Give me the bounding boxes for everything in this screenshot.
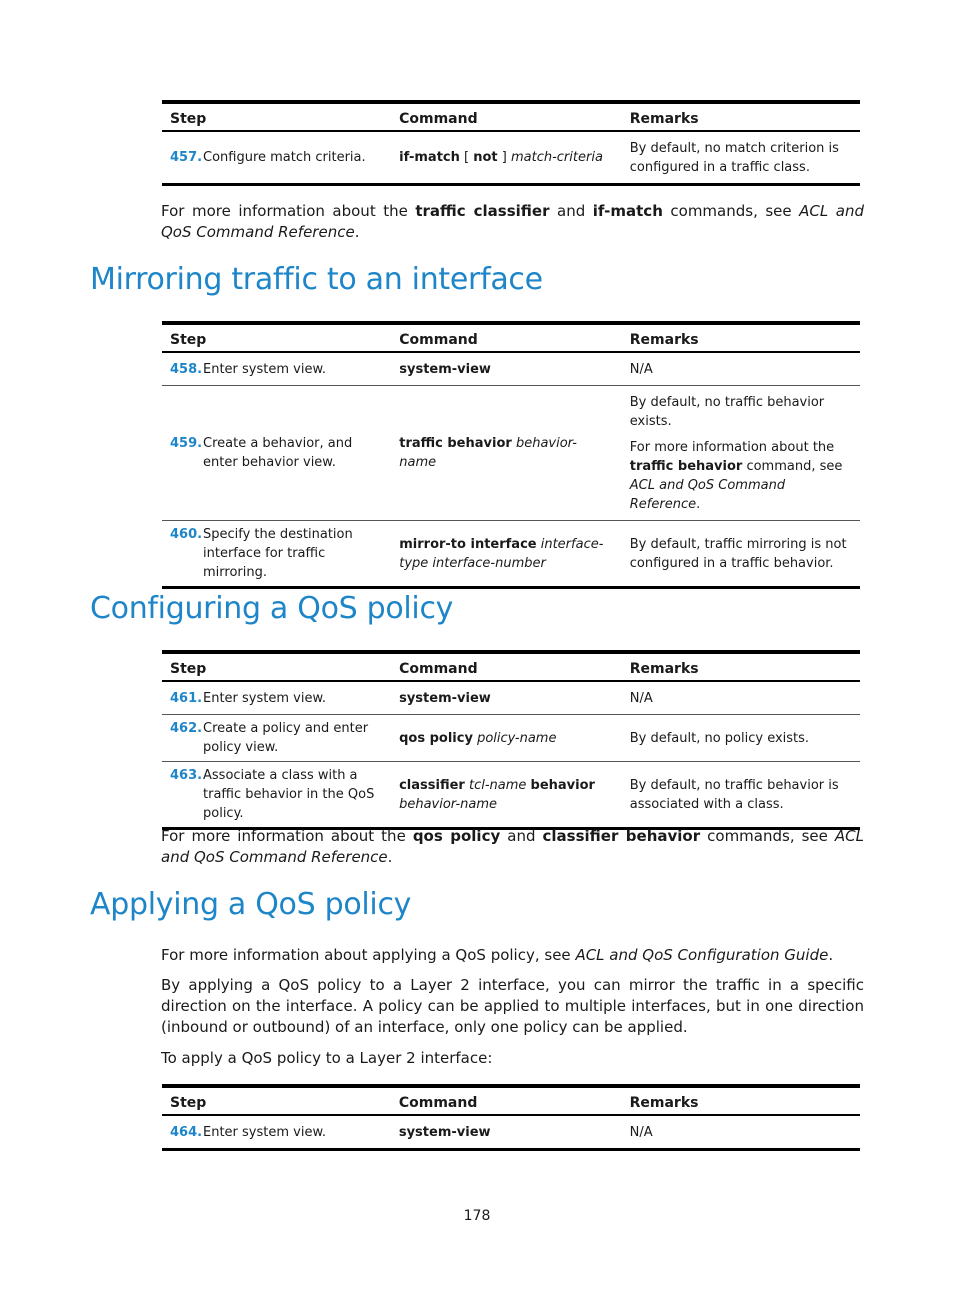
column-header-step: Step	[162, 652, 391, 681]
step-number: 464.	[170, 1124, 203, 1140]
paragraph-layer2-description	[161, 975, 864, 1038]
command-argument: behavior-name	[399, 796, 497, 812]
text-run: .	[828, 946, 834, 964]
step-cell	[162, 715, 391, 762]
step-description: Associate a class with a traffic behavior in the QoS policy.	[203, 768, 375, 821]
column-header-remarks: Remarks	[622, 652, 860, 681]
remarks-paragraph	[630, 139, 852, 177]
column-header-remarks: Remarks	[622, 1086, 860, 1115]
command-argument: tcl-name	[468, 777, 527, 793]
step-content	[170, 1123, 383, 1142]
text-run: By default, no traffic behavior exists.	[629, 395, 825, 429]
command-keyword: system-view	[399, 690, 491, 706]
command-cell	[391, 131, 622, 185]
command-argument: ACL and QoS Command Reference	[161, 202, 864, 241]
column-header-step: Step	[162, 1086, 391, 1115]
step-description: Enter system view.	[203, 361, 327, 377]
command-keyword: if-match	[592, 202, 663, 220]
command-keyword: traffic behavior	[399, 436, 512, 451]
remarks-paragraph	[630, 689, 852, 708]
step-number: 461.	[170, 690, 203, 706]
step-cell	[162, 131, 391, 185]
step-number: 463.	[170, 768, 203, 783]
remarks-cell	[622, 131, 860, 185]
step-cell	[162, 681, 391, 715]
text-run: By default, traffic mirroring is not configured in a traffic behavior.	[629, 537, 847, 571]
command-keyword: mirror-to interface	[399, 536, 537, 552]
command-table-mirroring	[162, 321, 860, 589]
command-table-qos-policy	[162, 650, 860, 830]
text-run: commands, see	[662, 202, 800, 220]
column-header-command: Command	[391, 102, 622, 131]
table-row	[162, 352, 860, 386]
step-cell	[162, 386, 391, 521]
command-argument: policy-name	[477, 730, 557, 746]
text-run: and	[549, 202, 593, 220]
section-heading-applying-qos-policy: Applying a QoS policy	[90, 887, 412, 922]
section-heading-mirroring: Mirroring traffic to an interface	[90, 262, 543, 297]
command-cell	[391, 521, 622, 588]
step-number: 459.	[170, 436, 203, 451]
remarks-paragraph	[630, 776, 852, 814]
text-run: command, see	[742, 459, 843, 474]
step-content	[170, 148, 383, 167]
text-run: .	[387, 848, 393, 866]
column-header-command: Command	[391, 652, 622, 681]
command-argument: match-criteria	[510, 150, 603, 165]
paragraph-qos-policy-reference	[161, 826, 864, 868]
table-row	[162, 715, 860, 762]
step-cell	[162, 762, 391, 829]
text-run: N/A	[629, 362, 653, 377]
step-description: Configure match criteria.	[203, 150, 366, 165]
remarks-paragraph	[630, 438, 852, 514]
step-description: Create a behavior, and enter behavior view.	[203, 436, 353, 470]
command-keyword: classifier behavior	[542, 827, 701, 845]
text-run: By applying a QoS policy to a Layer 2 interface, you can mirror the traffic in a specific direction on the interface. A policy can be applied to multiple interfaces, but in one direction (inbound or outbound) of an interface, only one policy can be applied.	[161, 976, 864, 1036]
step-cell	[162, 352, 391, 386]
command-argument: ACL and QoS Configuration Guide	[575, 946, 829, 964]
step-content	[170, 525, 383, 582]
text-run: and	[500, 827, 543, 845]
command-keyword: qos policy	[412, 827, 501, 845]
text-run: For more information about the	[629, 440, 835, 455]
command-keyword: qos policy	[399, 730, 473, 746]
remarks-cell	[622, 1115, 860, 1150]
command-cell	[391, 762, 622, 829]
step-description: Enter system view.	[203, 1124, 327, 1140]
column-header-remarks: Remarks	[622, 102, 860, 131]
remarks-paragraph	[630, 729, 852, 748]
command-keyword: system-view	[399, 361, 491, 377]
command-argument: ACL and QoS Command Reference	[629, 478, 786, 512]
remarks-paragraph	[630, 360, 852, 379]
command-keyword: classifier	[399, 777, 465, 793]
table-row	[162, 681, 860, 715]
text-run: For more information about the	[161, 202, 416, 220]
table-row	[162, 386, 860, 521]
text-run: .	[696, 497, 701, 512]
section-heading-configuring-qos-policy: Configuring a QoS policy	[90, 591, 454, 626]
remarks-cell	[622, 715, 860, 762]
step-description: Create a policy and enter policy view.	[203, 721, 369, 755]
step-content	[170, 719, 383, 757]
text-run: For more information about applying a QoS policy, see	[161, 946, 576, 964]
text-run: ]	[497, 150, 511, 165]
text-run: By default, no policy exists.	[629, 731, 810, 746]
command-keyword: if-match	[399, 150, 460, 165]
text-run: [	[459, 150, 474, 165]
command-keyword: traffic classifier	[415, 202, 550, 220]
command-argument: interface-type interface-number	[399, 536, 604, 571]
command-keyword: system-view	[398, 1124, 491, 1140]
step-content	[170, 434, 383, 472]
column-header-remarks: Remarks	[622, 323, 860, 352]
step-content	[170, 360, 383, 379]
remarks-paragraph	[630, 535, 852, 573]
text-run: For more information about the	[161, 827, 413, 845]
remarks-cell	[622, 386, 860, 521]
command-cell	[391, 715, 622, 762]
paragraph-configuration-guide	[161, 945, 864, 966]
step-description: Specify the destination interface for traffic mirroring.	[203, 527, 353, 580]
paragraph-classifier-reference	[161, 201, 864, 243]
command-cell	[391, 681, 622, 715]
step-number: 457.	[170, 150, 203, 165]
remarks-paragraph	[630, 393, 852, 431]
step-number: 460.	[170, 527, 203, 542]
remarks-cell	[622, 352, 860, 386]
text-run: By default, no match criterion is configured in a traffic class.	[629, 141, 839, 175]
command-keyword: behavior	[530, 777, 595, 793]
table-row	[162, 1115, 860, 1150]
text-run: .	[354, 223, 360, 241]
column-header-command: Command	[391, 323, 622, 352]
text-run: By default, no traffic behavior is associated with a class.	[629, 778, 839, 812]
step-description: Enter system view.	[203, 690, 327, 706]
text-run: commands, see	[700, 827, 835, 845]
text-run: To apply a QoS policy to a Layer 2 interface:	[161, 1049, 493, 1067]
text-run: N/A	[629, 1125, 653, 1140]
step-number: 458.	[170, 361, 203, 377]
column-header-step: Step	[162, 102, 391, 131]
remarks-paragraph	[630, 1123, 852, 1142]
table-row	[162, 762, 860, 829]
command-table-classifier	[162, 100, 860, 186]
column-header-step: Step	[162, 323, 391, 352]
command-argument: behavior-name	[399, 436, 577, 470]
paragraph-apply-intro	[161, 1048, 864, 1069]
step-cell	[162, 1115, 391, 1150]
step-content	[170, 689, 383, 708]
column-header-command: Command	[391, 1086, 622, 1115]
command-table-apply-policy	[162, 1084, 860, 1151]
table-row	[162, 521, 860, 588]
remarks-cell	[622, 681, 860, 715]
step-number: 462.	[170, 721, 203, 736]
remarks-cell	[622, 762, 860, 829]
command-argument: ACL and QoS Command Reference	[161, 827, 864, 866]
command-keyword: not	[473, 150, 498, 165]
command-cell	[391, 386, 622, 521]
step-cell	[162, 521, 391, 588]
text-run: N/A	[629, 691, 653, 706]
page-number: 178	[463, 1208, 491, 1224]
command-cell	[391, 1115, 622, 1150]
table-row	[162, 131, 860, 185]
command-keyword: traffic behavior	[629, 459, 743, 474]
step-content	[170, 766, 383, 823]
command-cell	[391, 352, 622, 386]
remarks-cell	[622, 521, 860, 588]
